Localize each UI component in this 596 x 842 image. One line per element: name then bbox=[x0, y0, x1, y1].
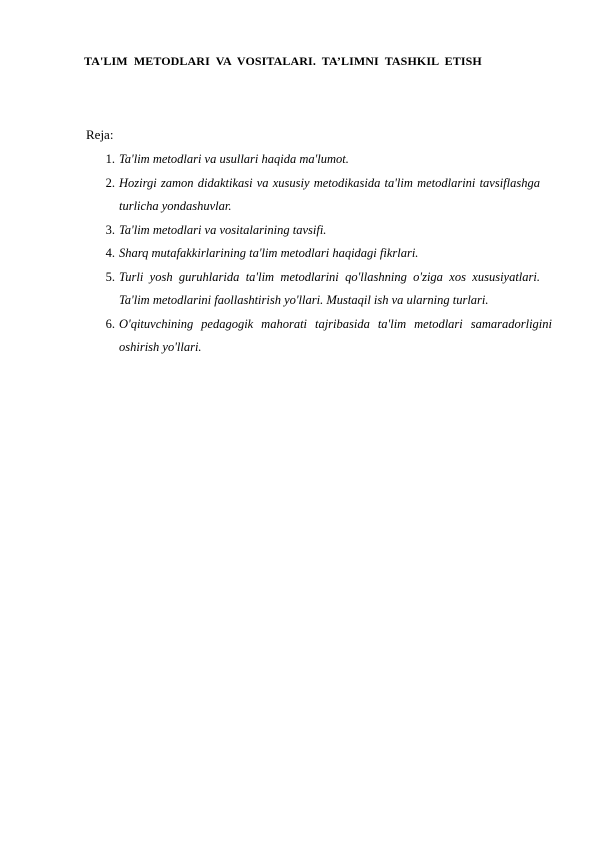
document-title: TA'LIM METODLARI VA VOSITALARI. TA’LIMNI TASHKIL ETISH bbox=[84, 54, 482, 68]
plan-item-number: 4. bbox=[105, 246, 115, 260]
plan-item-number: 3. bbox=[105, 222, 115, 237]
plan-item-text: Hozirgi zamon didaktikasi va xususiy metodikasida ta'lim metodlarini tavsiflashga turlicha yondashuvlar. bbox=[119, 175, 540, 213]
plan-item bbox=[90, 219, 552, 243]
plan-item-text: Ta'lim metodlari va vositalarining tavsifi. bbox=[119, 222, 327, 237]
plan-item-text: Turli yosh guruhlarida ta'lim metodlarini qo'llashning o'ziga xos xususiyatlari. Ta'lim metodlarini faollashtirish yo'llari. Mustaqil ish va ularning turlari. bbox=[119, 269, 540, 307]
plan-heading: Reja: bbox=[86, 127, 114, 142]
plan-item-text: Sharq mutafakkirlarining ta'lim metodlari haqidagi fikrlari. bbox=[119, 246, 419, 260]
plan-item bbox=[90, 266, 552, 313]
plan-item bbox=[90, 242, 552, 266]
plan-item-number: 2. bbox=[105, 175, 115, 190]
plan-item-text: Ta'lim metodlari va usullari haqida ma'lumot. bbox=[119, 152, 349, 166]
plan-item-number: 5. bbox=[105, 269, 115, 284]
plan-item-number: 1. bbox=[105, 152, 115, 166]
plan-item bbox=[90, 148, 552, 172]
plan-item-text: O'qituvchining pedagogik mahorati tajribasida ta'lim metodlari samaradorligini oshirish yo'llari. bbox=[119, 316, 552, 354]
plan-list bbox=[90, 148, 552, 360]
plan-item-number: 6. bbox=[105, 316, 115, 331]
plan-item bbox=[90, 313, 552, 360]
plan-item bbox=[90, 172, 552, 219]
